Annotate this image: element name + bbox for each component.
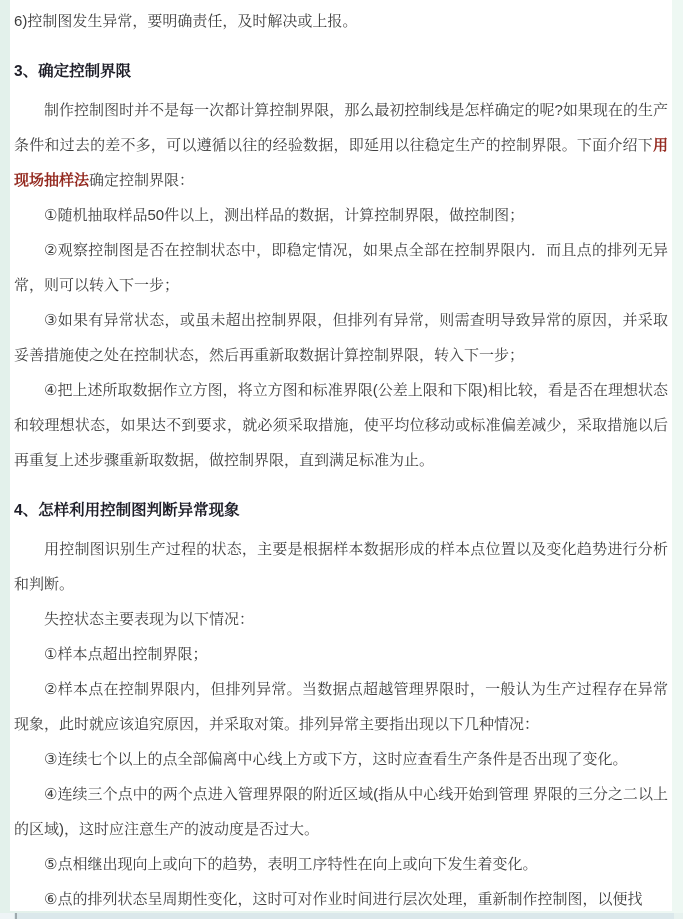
section-4-sub-lead: 失控状态主要表现为以下情况： bbox=[44, 611, 255, 628]
next-section-top-edge bbox=[0, 913, 683, 919]
intro-remark: 6)控制图发生异常，要明确责任，及时解决或上报。 bbox=[14, 13, 358, 30]
section-4-item-3: ③连续七个以上的点全部偏离中心线上方或下方，这时应查看生产条件是否出现了变化。 bbox=[44, 751, 628, 768]
section-4-item-6: ⑥点的排列状态呈周期性变化，这时可对作业时间进行层次处理，重新制作控制图，以便找 bbox=[44, 891, 643, 908]
section-3-step-2: ②观察控制图是否在控制状态中，即稳定情况，如果点全部在控制界限内．而且点的排列无异常，则可以转入下一步； bbox=[14, 242, 668, 294]
section-3-heading: 3、确定控制界限 bbox=[14, 63, 132, 80]
section-4-item-4: ④连续三个点中的两个点进入管理界限的附近区域(指从中心线开始到管理 界限的三分之二以上的区域)，这时应注意生产的波动度是否过大。 bbox=[14, 786, 668, 838]
section-4-item-5: ⑤点相继出现向上或向下的趋势，表明工序特性在向上或向下发生着变化。 bbox=[44, 856, 538, 873]
section-4-heading: 4、怎样利用控制图判断异常现象 bbox=[14, 502, 240, 519]
bottom-band-right-segment bbox=[674, 913, 683, 919]
section-3-step-4: ④把上述所取数据作立方图，将立方图和标准界限(公差上限和下限)相比较，看是否在理想状态和较理想状态，如果达不到要求，就必须采取措施，使平均位移动或标准偏差减少，采取措施以后再重复上述步骤重新取数据，做控制界限，直到满足标准为止。 bbox=[14, 382, 668, 469]
section-4-item-2: ②样本点在控制界限内，但排列异常。当数据点超越管理界限时，一般认为生产过程存在异常现象，此时就应该追究原因，并采取对策。排列异常主要指出现以下几种情况： bbox=[14, 681, 668, 733]
section-4-lead: 用控制图识别生产过程的状态，主要是根据样本数据形成的样本点位置以及变化趋势进行分析和判断。 bbox=[14, 541, 668, 593]
section-3-step-1: ①随机抽取样品50件以上，测出样品的数据，计算控制界限，做控制图； bbox=[44, 207, 525, 224]
method-name-highlight: 用现场抽样法 bbox=[14, 137, 668, 189]
bottom-band-left-segment bbox=[0, 913, 14, 919]
section-3-step-3: ③如果有异常状态，或虽未超出控制界限，但排列有异常，则需查明导致异常的原因，并采取妥善措施使之处在控制状态，然后再重新取数据计算控制界限，转入下一步； bbox=[14, 312, 668, 364]
section-4-item-1: ①样本点超出控制界限； bbox=[44, 646, 208, 663]
section-3-intro-post: 确定控制界限： bbox=[89, 172, 195, 189]
bottom-band-tick bbox=[15, 913, 17, 919]
article-body bbox=[14, 4, 668, 911]
section-3-intro bbox=[14, 93, 668, 198]
section-3-intro-pre: 制作控制图时并不是每一次都计算控制界限，那么最初控制线是怎样确定的呢?如果现在的生产条件和过去的差不多，可以遵循以往的经验数据，即延用以往稳定生产的控制界限。下面介绍下 bbox=[14, 102, 668, 154]
document-page bbox=[10, 0, 672, 911]
